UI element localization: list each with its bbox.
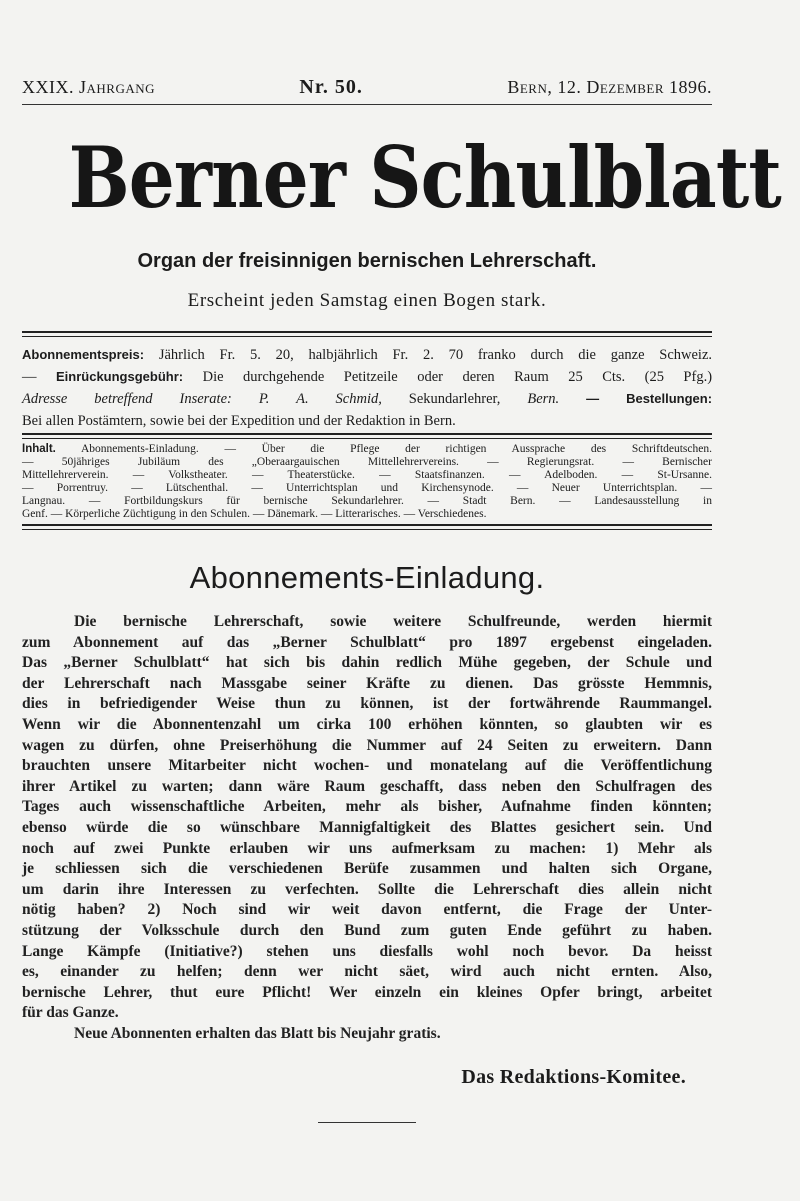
address-role: Sekundarlehrer, [408,391,501,407]
publication-frequency: Erscheint jeden Samstag einen Bogen stark. [187,290,547,311]
article-line: brauchten unsere Mitarbeiter nicht wochen- und monatelang auf die Veröffentlichung [22,757,712,775]
fee-prefix: — [22,369,37,385]
header-double-rule [22,331,712,337]
volume-label: XXIX. Jahrgang [22,77,155,97]
article-line: es, einander zu helfen; denn wer nicht säet, wird auch nicht ernten. Also, [22,963,712,981]
article-line: für das Ganze. [22,1004,119,1022]
article-line: Die bernische Lehrerschaft, sowie weitere Schulfreunde, werden hiermit [74,613,712,630]
fee-line [22,366,712,388]
table-of-contents [22,443,712,521]
article-line: Tages auch wissenschaftliche Arbeiten, mehr als bisher, Aufnahme finden könnten; [22,798,712,816]
contents-bottom-rule [22,524,712,530]
address-line [22,388,712,410]
price-label: Abonnementspreis: [22,347,145,362]
fee-text: Die durchgehende Petitzeile oder deren Raum 25 Cts. (25 Pfg.) [202,369,713,385]
contents-line: Langnau. — Fortbildungskurs für bernische Sekundarlehrer. — Stadt Bern. — Landesausstellung in [22,495,712,507]
article-line: Wenn wir die Abonnentenzahl um cirka 100 erhöhen könnten, so glaubten wir es [22,715,712,733]
article-line: ebenso würde die so wünschbare Mannigfaltigkeit des Blattes gesichert sein. Und [22,818,712,836]
address-label: Adresse betreffend Inserate: [22,391,232,407]
article-note: Neue Abonnenten erhalten das Blatt bis Neujahr gratis. [74,1024,441,1042]
dateline: Bern, 12. Dezember 1896. [507,77,712,97]
article-line: nötig haben? 2) Noch sind wir weit davon entfernt, die Frage der Unter- [22,901,712,919]
article-line: um darin ihre Interessen zu verfechten. Sollte die Lehrerschaft dies allein nicht [22,880,712,898]
article-line: wagen zu dürfen, ohne Preiserhöhung die Nummer auf 24 Seiten zu erweitern. Dann [22,736,712,754]
closing-rule [318,1122,416,1123]
contents-line: — Porrentruy. — Lütschenthal. — Unterrichtsplan und Kirchensynode. — Neuer Unterrichtsplan. — [22,482,712,494]
article-line: dies in befriedigender Weise thun zu können, ist der fortwährende Raummangel. [22,695,712,713]
article-line: bernische Lehrer, thut eure Pflicht! Wer einzeln ein kleines Opfer bringt, arbeitet [22,983,712,1001]
article-heading: Abonnements-Einladung. [189,560,545,595]
price-line [22,344,712,366]
contents-label: Inhalt. [22,443,56,455]
article-line: noch auf zwei Punkte erlauben wir uns aufmerksam zu machen: 1) Mehr als [22,839,712,857]
price-text: Jährlich Fr. 5. 20, halbjährlich Fr. 2. 70 franko durch die ganze Schweiz. [158,347,713,363]
article-line: ihrer Artikel zu warten; dann wäre Raum geschafft, dass neben den Schulfragen des [22,777,712,795]
contents-top-rule [22,433,712,439]
newspaper-subtitle: Organ der freisinnigen bernischen Lehrerschaft. [137,250,597,272]
orders-text: Bei allen Postämtern, sowie bei der Expedition und der Redaktion in Bern. [22,413,456,429]
contents-line: Mittellehrerverein. — Volkstheater. — Theaterstücke. — Staatsfinanzen. — Adelboden. — St-Ursanne. [22,469,712,481]
contents-line: Inhalt. Abonnements-Einladung. — Über die Pflege der richtigen Aussprache des Schriftdeutschen. [22,443,712,455]
issue-number: Nr. 50. [299,76,363,98]
subscription-info [22,344,712,432]
article-line: Das „Berner Schulblatt“ hat sich bis dahin redlich Mühe gegeben, der Schule und [22,654,712,672]
contents-line: — 50jähriges Jubiläum des „Oberaargauischen Mittellehrervereins. — Regierungsrat. — Bernischer [22,456,712,468]
signature: Das Redaktions-Komitee. [461,1066,686,1088]
article-line: der Lehrerschaft nach Massgabe seiner Kräfte zu dienen. Das grösste Hemmnis, [22,674,712,692]
orders-label: — Bestellungen: [586,391,713,406]
masthead [22,76,712,99]
fee-label: Einrückungsgebühr: [55,369,184,384]
article-line: je schliessen sich die verschiedenen Berüfe zusammen und halten sich Organe, [22,860,712,878]
newspaper-title: Berner Schulblatt [68,128,781,227]
article-line: Lange Kämpfe (Initiative?) stehen uns diesfalls wohl noch bevor. Da heisst [22,942,712,960]
article-body [22,612,712,1044]
masthead-rule [22,104,712,105]
contents-line: Genf. — Körperliche Züchtigung in den Schulen. — Dänemark. — Litterarisches. — Verschiedenes. [22,508,487,520]
address-city: Bern. [527,391,560,407]
article-line: stützung der Volksschule durch den Bund zum guten Ende geführt zu haben. [22,921,712,939]
article-line: zum Abonnement auf das „Berner Schulblatt“ pro 1897 ergebenst eingeladen. [22,633,712,651]
address-name: P. A. Schmid, [258,391,382,407]
